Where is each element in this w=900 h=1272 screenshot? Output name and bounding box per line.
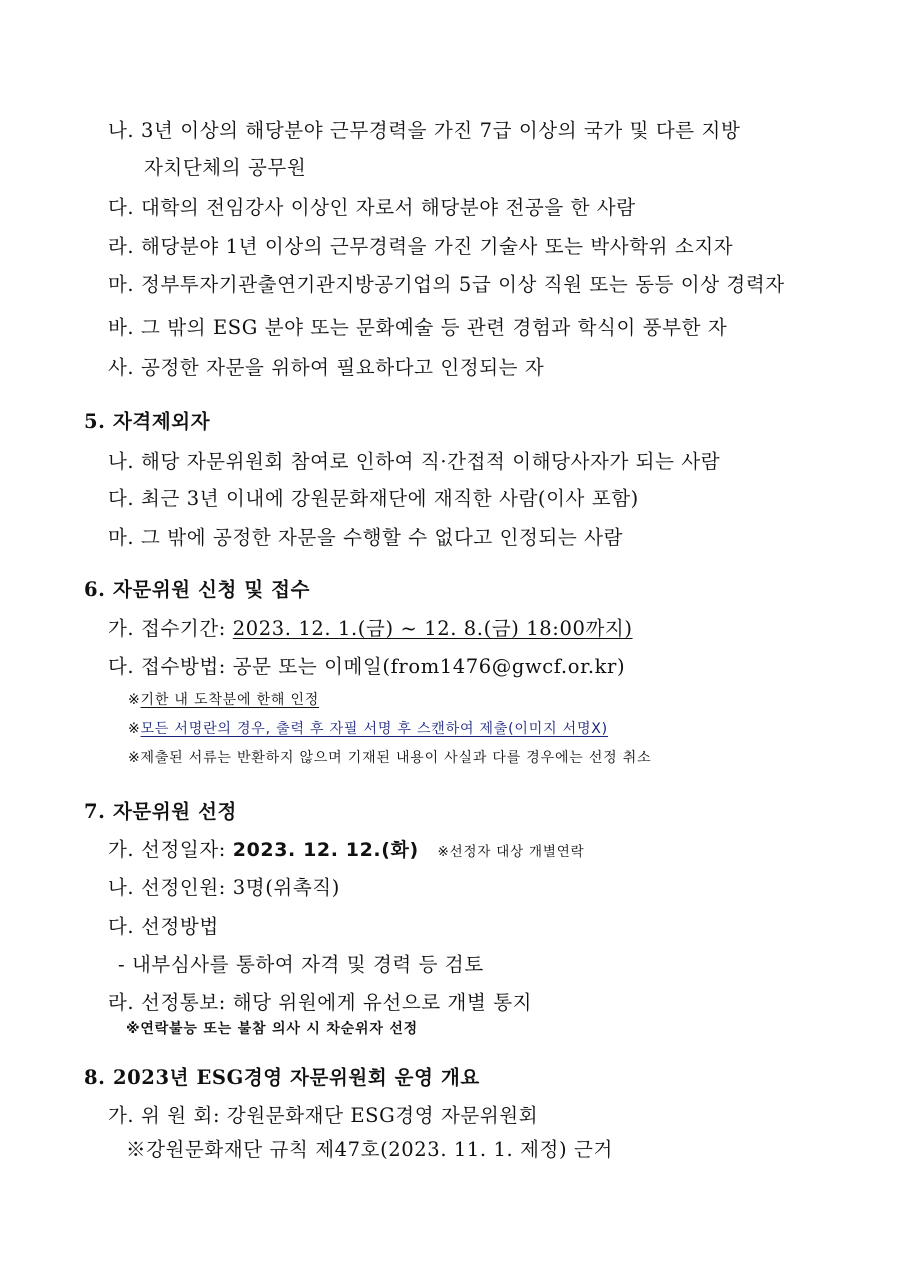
application-note-deadline — [128, 693, 319, 707]
section-8-heading: 8. 2023년 ESG경영 자문위원회 운영 개요 — [84, 1066, 480, 1089]
eligibility-item-na-cont: 자치단체의 공무원 — [144, 156, 307, 179]
selection-date-label: 가. 선정일자: — [108, 838, 233, 861]
eligibility-item-da: 다. 대학의 전임강사 이상인 자로서 해당분야 전공을 한 사람 — [108, 196, 636, 219]
selection-notice: 라. 선정통보: 해당 위원에게 유선으로 개별 통지 — [108, 991, 533, 1014]
application-period-value: 2023. 12. 1.(금) ~ 12. 8.(금) 18:00까지) — [232, 617, 633, 640]
note-mark: ※ — [128, 692, 141, 708]
note-signature-text: 모든 서명란의 경우, 출력 후 자필 서명 후 스캔하여 제출(이미지 서명X) — [140, 721, 608, 737]
application-period — [108, 619, 633, 639]
note-mark: ※ — [128, 721, 141, 737]
note-deadline-text: 기한 내 도착분에 한해 인정 — [140, 692, 320, 708]
selection-date — [108, 840, 584, 860]
application-period-label: 가. 접수기간: — [108, 617, 233, 640]
application-method: 다. 접수방법: 공문 또는 이메일(from1476@gwcf.or.kr) — [108, 655, 626, 678]
eligibility-item-sa: 사. 공정한 자문을 위하여 필요하다고 인정되는 자 — [108, 356, 545, 379]
eligibility-item-na: 나. 3년 이상의 해당분야 근무경력을 가진 7급 이상의 국가 및 다른 지방 — [108, 119, 741, 142]
application-note-signature — [128, 722, 608, 736]
selection-date-value: 2023. 12. 12.(화) — [232, 839, 419, 861]
committee-basis: ※강원문화재단 규칙 제47호(2023. 11. 1. 제정) 근거 — [126, 1138, 613, 1161]
exclusion-item-na: 나. 해당 자문위원회 참여로 인하여 직·간접적 이해당사자가 되는 사람 — [108, 450, 721, 473]
selection-method: 다. 선정방법 — [108, 915, 219, 938]
exclusion-item-ma: 마. 그 밖에 공정한 자문을 수행할 수 없다고 인정되는 사람 — [108, 526, 624, 549]
section-5-heading: 5. 자격제외자 — [84, 410, 211, 433]
application-note-return: ※제출된 서류는 반환하지 않으며 기재된 내용이 사실과 다를 경우에는 선정 취소 — [128, 750, 652, 766]
selection-method-detail: - 내부심사를 통하여 자격 및 경력 등 검토 — [118, 953, 484, 976]
committee-name: 가. 위 원 회: 강원문화재단 ESG경영 자문위원회 — [108, 1104, 539, 1127]
selection-notice-note: ※연락불능 또는 불참 의사 시 차순위자 선정 — [126, 1021, 418, 1037]
exclusion-item-da: 다. 최근 3년 이내에 강원문화재단에 재직한 사람(이사 포함) — [108, 487, 639, 510]
section-6-heading: 6. 자문위원 신청 및 접수 — [84, 578, 311, 601]
eligibility-item-ma: 마. 정부투자기관출연기관지방공기업의 5급 이상 직원 또는 동등 이상 경력자 — [108, 273, 785, 296]
selection-date-note: ※선정자 대상 개별연락 — [437, 844, 585, 860]
eligibility-item-ba: 바. 그 밖의 ESG 분야 또는 문화예술 등 관련 경험과 학식이 풍부한 자 — [108, 316, 728, 339]
section-7-heading: 7. 자문위원 선정 — [84, 800, 237, 823]
selection-count: 나. 선정인원: 3명(위촉직) — [108, 876, 340, 899]
eligibility-item-ra: 라. 해당분야 1년 이상의 근무경력을 가진 기술사 또는 박사학위 소지자 — [108, 235, 734, 258]
